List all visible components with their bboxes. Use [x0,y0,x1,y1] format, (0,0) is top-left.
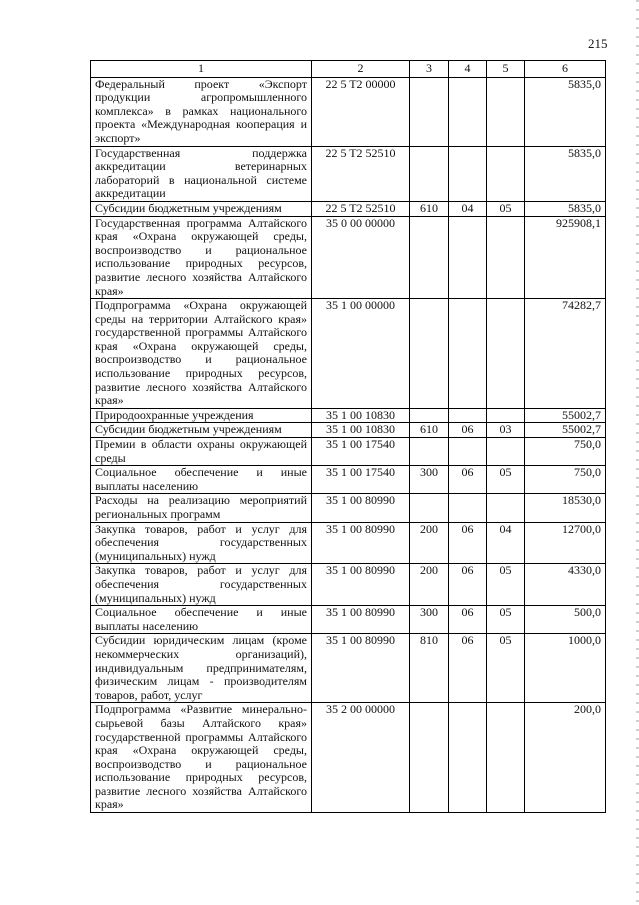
target-article-code: 22 5 T2 52510 [312,146,410,201]
table-row [91,466,606,494]
target-article-code: 35 1 00 80990 [312,494,410,522]
section-code [449,299,487,409]
item-name: Субсидии бюджетным учреждениям [91,423,312,438]
item-name: Субсидии юридическим лицам (кроме некоммерческих организаций), индивидуальным предпринимателям, физическим лицам - производителям товаров, работ, услуг [91,634,312,703]
amount: 4330,0 [525,564,606,606]
table-row [91,522,606,564]
subsection-code: 05 [487,634,525,703]
section-code: 06 [449,423,487,438]
amount: 5835,0 [525,146,606,201]
subsection-code: 05 [487,564,525,606]
section-code: 06 [449,522,487,564]
expense-type-code: 610 [410,201,449,216]
header-cell: 2 [312,61,410,78]
header-cell: 3 [410,61,449,78]
amount: 12700,0 [525,522,606,564]
section-code [449,494,487,522]
table-row [91,408,606,423]
subsection-code [487,216,525,299]
expense-type-code: 610 [410,423,449,438]
section-code: 06 [449,564,487,606]
header-cell: 4 [449,61,487,78]
expense-type-code: 810 [410,634,449,703]
expense-type-code [410,438,449,466]
section-code [449,703,487,813]
table-row [91,564,606,606]
expense-type-code: 200 [410,522,449,564]
subsection-code [487,299,525,409]
expense-type-code [410,408,449,423]
amount: 5835,0 [525,77,606,146]
target-article-code: 35 2 00 00000 [312,703,410,813]
expense-type-code [410,146,449,201]
section-code [449,216,487,299]
target-article-code: 35 1 00 10830 [312,423,410,438]
table-row [91,77,606,146]
subsection-code [487,494,525,522]
section-code: 06 [449,606,487,634]
subsection-code: 03 [487,423,525,438]
expense-type-code: 300 [410,466,449,494]
subsection-code: 05 [487,606,525,634]
section-code: 04 [449,201,487,216]
expense-type-code [410,299,449,409]
amount: 750,0 [525,466,606,494]
subsection-code: 05 [487,201,525,216]
target-article-code: 22 5 T2 00000 [312,77,410,146]
item-name: Расходы на реализацию мероприятий региональных программ [91,494,312,522]
expense-type-code: 300 [410,606,449,634]
item-name: Природоохранные учреждения [91,408,312,423]
item-name: Государственная программа Алтайского края «Охрана окружающей среды, воспроизводство и рациональное использование природных ресурсов, развитие лесного хозяйства Алтайского края» [91,216,312,299]
header-cell: 1 [91,61,312,78]
section-code [449,77,487,146]
target-article-code: 35 1 00 80990 [312,634,410,703]
table-row [91,438,606,466]
subsection-code [487,146,525,201]
table-row [91,146,606,201]
item-name: Подпрограмма «Охрана окружающей среды на территории Алтайского края» государственной программы Алтайского края «Охрана окружающей среды, воспроизводство и рациональное использование природных ресурсов, развитие лесного хозяйства Алтайского края» [91,299,312,409]
table-row [91,299,606,409]
section-code: 06 [449,466,487,494]
section-code [449,438,487,466]
subsection-code: 05 [487,466,525,494]
target-article-code: 35 1 00 80990 [312,564,410,606]
table-row [91,703,606,813]
table-row [91,606,606,634]
table-row [91,201,606,216]
amount: 55002,7 [525,408,606,423]
amount: 55002,7 [525,423,606,438]
header-cell: 5 [487,61,525,78]
subsection-code [487,703,525,813]
target-article-code: 35 1 00 80990 [312,606,410,634]
target-article-code: 35 1 00 17540 [312,438,410,466]
table-row [91,423,606,438]
amount: 750,0 [525,438,606,466]
table-row [91,634,606,703]
item-name: Субсидии бюджетным учреждениям [91,201,312,216]
header-cell: 6 [525,61,606,78]
expense-type-code [410,216,449,299]
subsection-code [487,408,525,423]
section-code [449,408,487,423]
item-name: Подпрограмма «Развитие минерально-сырьевой базы Алтайского края» государственной программы Алтайского края «Охрана окружающей среды, воспроизводство и рациональное использование природных ресурсов, развитие лесного хозяйства Алтайского края» [91,703,312,813]
section-code [449,146,487,201]
item-name: Социальное обеспечение и иные выплаты населению [91,466,312,494]
item-name: Премии в области охраны окружающей среды [91,438,312,466]
expense-type-code [410,703,449,813]
section-code: 06 [449,634,487,703]
page-number: 215 [588,36,608,51]
item-name: Закупка товаров, работ и услуг для обеспечения государственных (муниципальных) нужд [91,522,312,564]
amount: 18530,0 [525,494,606,522]
target-article-code: 35 1 00 80990 [312,522,410,564]
item-name: Закупка товаров, работ и услуг для обеспечения государственных (муниципальных) нужд [91,564,312,606]
target-article-code: 35 1 00 10830 [312,408,410,423]
target-article-code: 35 1 00 00000 [312,299,410,409]
subsection-code [487,77,525,146]
header-row [91,61,606,78]
amount: 1000,0 [525,634,606,703]
item-name: Государственная поддержка аккредитации ветеринарных лабораторий в национальной системе аккредитации [91,146,312,201]
subsection-code: 04 [487,522,525,564]
expense-type-code [410,494,449,522]
amount: 200,0 [525,703,606,813]
item-name: Социальное обеспечение и иные выплаты населению [91,606,312,634]
amount: 500,0 [525,606,606,634]
item-name: Федеральный проект «Экспорт продукции агропромышленного комплекса» в рамках национального проекта «Международная кооперация и экспорт» [91,77,312,146]
expense-type-code [410,77,449,146]
amount: 5835,0 [525,201,606,216]
table-row [91,216,606,299]
amount: 925908,1 [525,216,606,299]
target-article-code: 22 5 T2 52510 [312,201,410,216]
target-article-code: 35 1 00 17540 [312,466,410,494]
table-row [91,494,606,522]
budget-table [90,60,606,813]
subsection-code [487,438,525,466]
amount: 74282,7 [525,299,606,409]
target-article-code: 35 0 00 00000 [312,216,410,299]
expense-type-code: 200 [410,564,449,606]
